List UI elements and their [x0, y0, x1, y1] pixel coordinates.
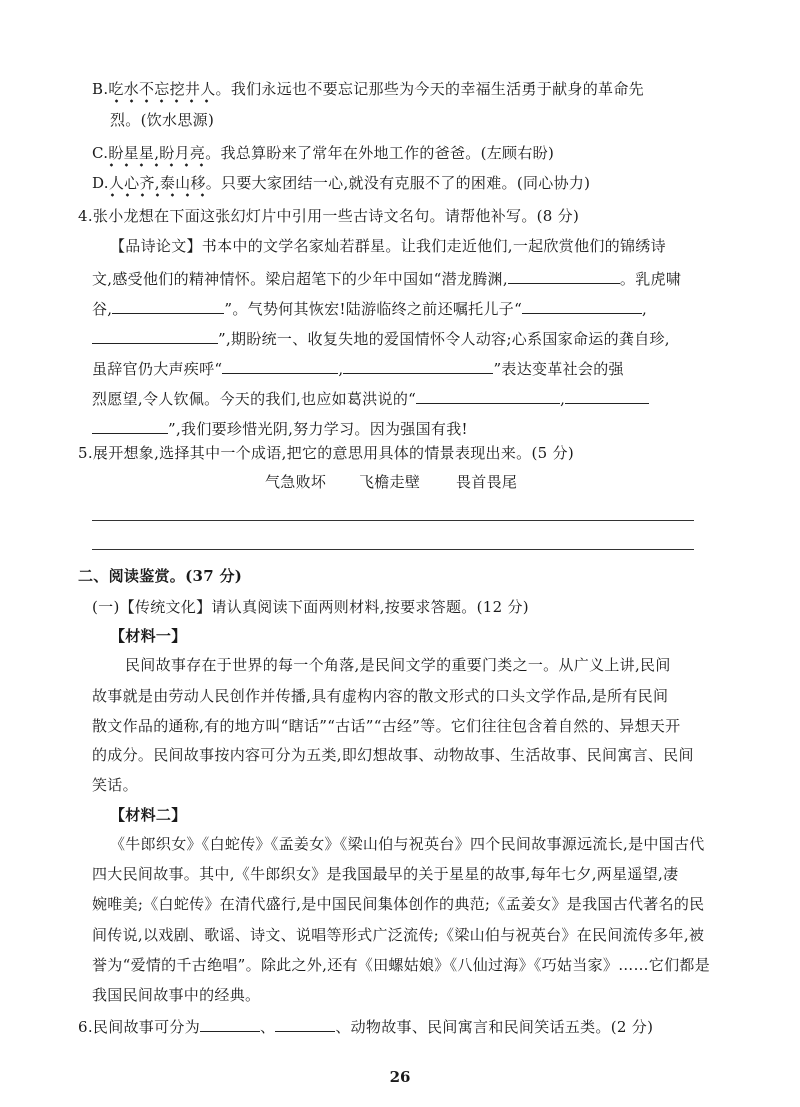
- answer-blank[interactable]: [112, 298, 224, 314]
- q3-c-idiom: 盼星星,盼月亮: [108, 144, 205, 168]
- q4-line-4: ”,期盼统一、收复失地的爱国情怀令人动容;心系国家命运的龚自珍,: [92, 328, 670, 349]
- material-1-line: 故事就是由劳动人民创作并传播,具有虚构内容的散文形式的口头文学作品,是所有民间: [92, 687, 669, 705]
- material-2-line: 我国民间故事中的经典。: [92, 986, 261, 1004]
- material-2-line: 婉唯美;《白蛇传》在清代盛行,是中国民间集体创作的典范;《孟姜女》是我国古代著名的民: [92, 895, 705, 913]
- page-number: 26: [389, 1068, 411, 1086]
- material-1-heading: 【材料一】: [110, 627, 187, 645]
- answer-blank[interactable]: [92, 328, 218, 344]
- q3-option-b-cont: 烈。(饮水思源): [110, 111, 215, 129]
- material-2-line: 四大民间故事。其中,《牛郎织女》是我国最早的关于星星的故事,每年七夕,两星遥望,凄: [92, 865, 679, 883]
- q5-idiom-1: 气急败坏: [265, 473, 327, 491]
- answer-blank[interactable]: [343, 358, 493, 374]
- material-1-line: 的成分。民间故事按内容可分为五类,即幻想故事、动物故事、生活故事、民间寓言、民间: [92, 746, 694, 764]
- answer-blank[interactable]: [416, 388, 560, 404]
- q4-line-2: 文,感受他们的精神情怀。梁启超笔下的少年中国如“潜龙腾渊, 。乳虎啸: [92, 270, 682, 288]
- answer-blank[interactable]: [522, 298, 642, 314]
- material-1-line: 民间故事存在于世界的每一个角落,是民间文学的重要门类之一。从广义上讲,民间: [125, 656, 671, 674]
- q3-option-c: C.盼星星,盼月亮。我总算盼来了常年在外地工作的爸爸。(左顾右盼): [92, 143, 554, 163]
- q5-title: 5.展开想象,选择其中一个成语,把它的意思用具体的情景表现出来。(5 分): [78, 444, 574, 462]
- material-1-line: 笑话。: [92, 776, 138, 794]
- answer-blank[interactable]: [275, 1016, 335, 1032]
- answer-blank[interactable]: [222, 358, 338, 374]
- answer-blank[interactable]: [92, 418, 168, 434]
- material-2-line: 间传说,以戏剧、歌谣、诗文、说唱等形式广泛流传;《梁山伯与祝英台》在民间流传多年,被: [92, 926, 705, 944]
- q4-title: 4.张小龙想在下面这张幻灯片中引用一些古诗文名句。请帮他补写。(8 分): [78, 207, 580, 225]
- part-1-instruction: (一)【传统文化】请认真阅读下面两则材料,按要求答题。(12 分): [92, 598, 529, 616]
- answer-line[interactable]: [92, 549, 694, 550]
- answer-line[interactable]: [92, 520, 694, 521]
- material-1-line: 散文作品的通称,有的地方叫“瞎话”“古话”“古经”等。它们往往包含着自然的、异想天开: [92, 717, 681, 735]
- q4-line-5: 虽辞官仍大声疾呼“ , ”表达变革社会的强: [92, 360, 624, 378]
- q3-b-idiom: 吃水不忘挖井人: [108, 80, 215, 104]
- answer-blank[interactable]: [565, 388, 649, 404]
- q5-idiom-3: 畏首畏尾: [456, 473, 518, 491]
- section-2-title: 二、阅读鉴赏。(37 分): [78, 567, 243, 585]
- q3-option-d: D.人心齐,泰山移。只要大家团结一心,就没有克服不了的困难。(同心协力): [92, 173, 590, 193]
- q4-line-6: 烈愿望,令人钦佩。今天的我们,也应如葛洪说的“ ,: [92, 388, 649, 409]
- material-2-line: 《牛郎织女》《白蛇传》《孟姜女》《梁山伯与祝英台》四个民间故事源远流长,是中国古代: [110, 835, 705, 853]
- answer-blank[interactable]: [508, 268, 620, 284]
- q4-line-7: ”,我们要珍惜光阴,努力学习。因为强国有我!: [92, 418, 468, 439]
- q4-line-1: 【品诗论文】书本中的文学名家灿若群星。让我们走近他们,一起欣赏他们的锦绣诗: [110, 237, 666, 255]
- answer-blank[interactable]: [200, 1016, 260, 1032]
- q6: 6.民间故事可分为 、 、动物故事、民间寓言和民间笑话五类。(2 分): [78, 1018, 654, 1036]
- q4-line-3: 谷, ”。气势何其恢宏!陆游临终之前还嘱托儿子“ ,: [92, 300, 648, 318]
- q3-option-b: B.吃水不忘挖井人。我们永远也不要忘记那些为今天的幸福生活勇于献身的革命先: [92, 79, 644, 99]
- material-2-line: 誉为“爱情的千古绝唱”。除此之外,还有《田螺姑娘》《八仙过海》《巧姑当家》……它们都是: [92, 956, 711, 974]
- q3-d-idiom: 人心齐,泰山移: [109, 174, 206, 198]
- material-2-heading: 【材料二】: [110, 806, 187, 824]
- q5-idiom-2: 飞檐走壁: [359, 473, 421, 491]
